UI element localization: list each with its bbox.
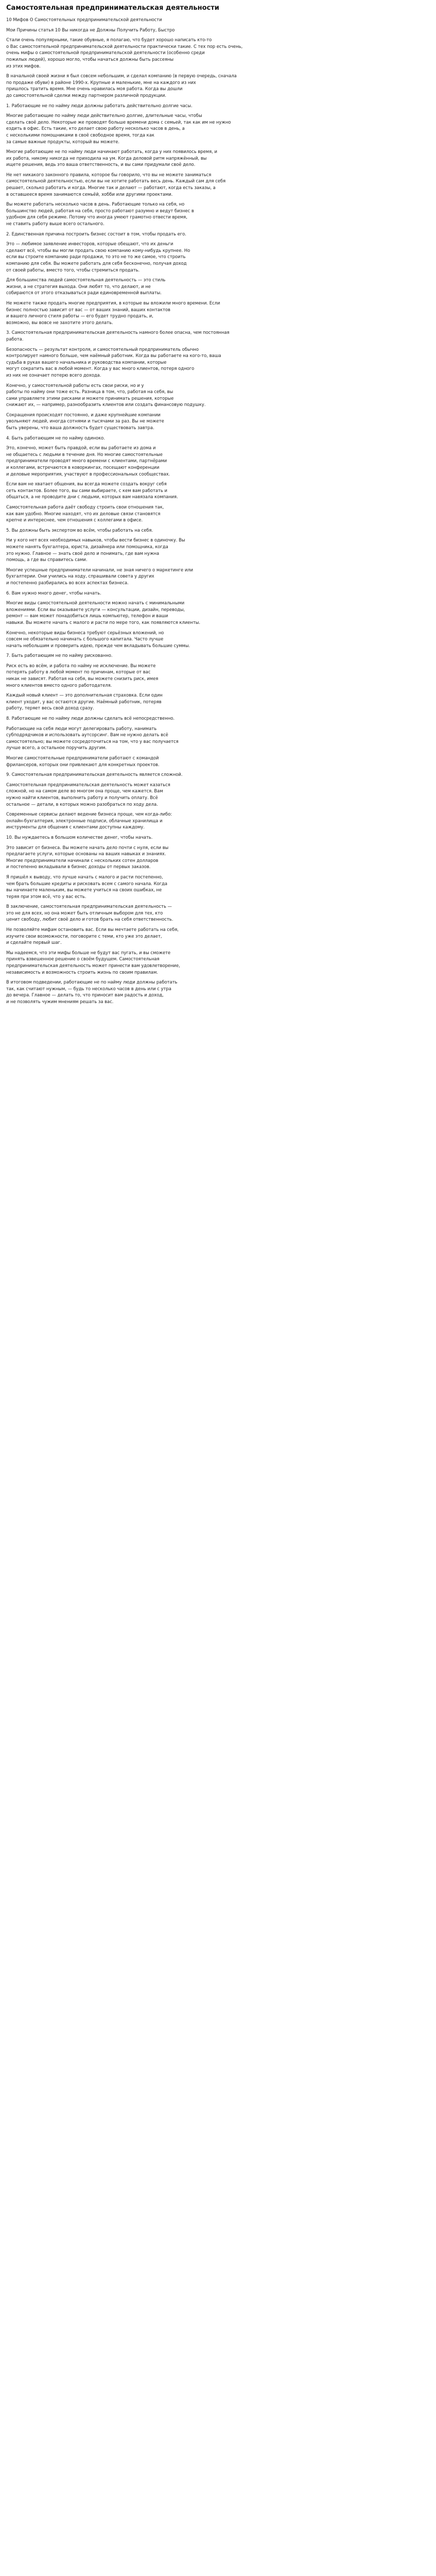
article-paragraph	[6, 903, 431, 923]
paragraph-line: 9. Самостоятельная предпринимательская деятельность является сложной.	[6, 772, 183, 777]
paragraph-line: и сделайте первый шаг.	[6, 940, 62, 945]
paragraph-line: нужно найти клиентов, выполнить работу и получить оплату. Всё	[6, 794, 158, 800]
article-paragraph	[6, 300, 431, 326]
article-paragraph	[6, 630, 431, 649]
paragraph-line: и деловые мероприятия, участвуют в профессиональных сообществах.	[6, 471, 170, 477]
paragraph-line: Ни у кого нет всех необходимых навыков, чтобы вести бизнес в одиночку. Вы	[6, 537, 185, 543]
paragraph-line: бухгалтерии. Они учились на ходу, спрашивали совета у других	[6, 573, 154, 579]
paragraph-line: от своей работы, вместо того, чтобы стремиться продать.	[6, 267, 140, 273]
paragraph-line: и постепенно разбирались во всех аспектах бизнеса.	[6, 580, 129, 585]
paragraph-line: их работа, никому никогда не приходила на ум. Когда деловой ритм напряжённый, вы	[6, 155, 207, 161]
paragraph-line: удобном для себя режиме. Потому что иногда умеют грамотно отвести время,	[6, 214, 187, 220]
paragraph-line: и не позволять чужим мнениям решать за вас.	[6, 999, 114, 1004]
paragraph-line: по продаже обуви) в районе 1990-х. Крупные и маленькие, мне на каждого из них	[6, 79, 196, 85]
article-paragraph	[6, 435, 431, 442]
article-paragraph	[6, 874, 431, 900]
article-body	[6, 16, 431, 1005]
paragraph-line: до самостоятельной сделки между партнером различной продукции.	[6, 92, 167, 98]
paragraph-line: Многие работающие по найму люди действительно долгие, длительные часы, чтобы	[6, 113, 202, 118]
paragraph-line: контролирует намного больше, чем наёмный работник. Когда вы работаете на кого-то, ваша	[6, 353, 221, 359]
paragraph-line: ремонт — вам может понадобиться лишь компьютер, телефон и ваши	[6, 613, 168, 619]
paragraph-line: и вашего личного стиля работы — его будет трудно продать, и,	[6, 313, 153, 319]
paragraph-line: сеть контактов. Более того, вы сами выбираете, с кем вам работать и	[6, 487, 167, 493]
paragraph-line: общаться, а не проводите дни с людьми, которых вам навязала компания.	[6, 494, 178, 500]
paragraph-line: бизнес полностью зависит от вас — от ваших знаний, ваших контактов	[6, 307, 170, 312]
article-paragraph	[6, 412, 431, 431]
paragraph-line: Многие самостоятельные предприниматели работают с командой	[6, 755, 159, 760]
article-paragraph	[6, 782, 431, 807]
paragraph-line: 3. Самостоятельная предпринимательская деятельность намного более опасна, чем постоянная	[6, 330, 230, 335]
paragraph-line: пожилых людей), хорошо могло, чтобы начаться должны быть рассеяны	[6, 56, 174, 62]
paragraph-line: в оставшееся время занимаются семьёй, хобби или другими проектами.	[6, 191, 173, 197]
paragraph-line: работу, теряет весь свой доход сразу.	[6, 705, 94, 711]
article-paragraph	[6, 112, 431, 145]
paragraph-line: и постепенно вкладывали в бизнес доходы от первых заказов.	[6, 864, 151, 870]
paragraph-line: за самые важные продукты, который вы можете.	[6, 139, 120, 144]
paragraph-line: ищете решения, ведь это ваша ответственность, и вы сами придумали своё дело.	[6, 162, 196, 167]
paragraph-line: жизни, а не стратегия выхода. Они любят то, что делают, и не	[6, 283, 151, 289]
paragraph-line: о Вас самостоятельной предпринимательской деятельности практически такие. С тех пор есть очень,	[6, 43, 243, 49]
paragraph-line: никак не зависят. Работая на себя, вы можете снизить риск, имея	[6, 676, 159, 682]
article-paragraph	[6, 527, 431, 534]
paragraph-line: Это — любимое заявление инвесторов, которые обещают, что их деньги	[6, 241, 173, 247]
paragraph-line: 10 Мифов О Самостоятельных предпринимательской деятельности	[6, 17, 162, 22]
article-paragraph	[6, 277, 431, 296]
paragraph-line: чем брать большие кредиты и рисковать всем с самого начала. Когда	[6, 880, 167, 886]
article-paragraph	[6, 73, 431, 98]
article-paragraph	[6, 37, 431, 69]
paragraph-line: Работающие на себя люди могут делегировать работу, нанимать	[6, 725, 157, 731]
article-paragraph	[6, 172, 431, 197]
paragraph-line: независимость и возможность строить жизнь по своим правилам.	[6, 969, 158, 975]
paragraph-line: Это, конечно, может быть правдой, если вы работаете из дома и	[6, 445, 156, 451]
paragraph-line: В заключение, самостоятельная предпринимательская деятельность —	[6, 904, 172, 909]
paragraph-line: 2. Единственная причина построить бизнес состоит в том, чтобы продать его.	[6, 231, 186, 236]
paragraph-line: большинство людей, работая на себя, просто работают разумно и ведут бизнес в	[6, 208, 194, 213]
paragraph-line: это нужно. Главное — знать своё дело и понимать, где вам нужна	[6, 550, 160, 556]
article-title: Самостоятельная предпринимательская деятельности	[6, 4, 219, 12]
article-paragraph	[6, 481, 431, 500]
paragraph-line: Современные сервисы делают ведение бизнеса проще, чем когда-либо:	[6, 811, 172, 817]
paragraph-line: Для большинства людей самостоятельная деятельность — это стиль	[6, 277, 166, 283]
paragraph-line: как вам удобно. Многие находят, что их деловые связи становятся	[6, 511, 161, 516]
article-paragraph	[6, 979, 431, 1005]
article-paragraph	[6, 652, 431, 659]
paragraph-line: 5. Вы должны быть экспертом во всём, чтобы работать на себя.	[6, 527, 153, 533]
paragraph-line: Риск есть во всём, и работа по найму не исключение. Вы можете	[6, 663, 156, 668]
paragraph-line: Это зависит от бизнеса. Вы можете начать дело почти с нуля, если вы	[6, 844, 169, 850]
paragraph-line: пришлось тратить время. Мне очень нравилась моя работа. Когда вы дошли	[6, 86, 183, 92]
paragraph-line: Конечно, у самостоятельной работы есть свои риски, но и у	[6, 382, 144, 388]
article-paragraph	[6, 834, 431, 841]
paragraph-line: не ставить работу выше всего остального.	[6, 221, 104, 227]
article-paragraph	[6, 103, 431, 109]
paragraph-line: предпринимательская деятельность может принести вам удовлетворение,	[6, 963, 180, 969]
paragraph-line: Безопасность — результат контроля, и самостоятельный предприниматель обычно	[6, 346, 199, 352]
paragraph-line: Стали очень популярными, такие обувные, я полагаю, что будет хорошо написать кто-то	[6, 37, 212, 43]
paragraph-line: Самостоятельная работа даёт свободу строить свои отношения так,	[6, 504, 164, 510]
article-paragraph	[6, 231, 431, 238]
paragraph-line: В начальной своей жизни я был совсем небольшим, и сделал компанию (в первую очередь, сначала	[6, 73, 237, 79]
paragraph-line: 8. Работающие не по найму люди должны сделать всё непосредственно.	[6, 716, 175, 721]
paragraph-line: крепче и интереснее, чем отношения с коллегами в офисе.	[6, 517, 143, 523]
article-paragraph	[6, 148, 431, 168]
paragraph-line: Вы можете работать несколько часов в день. Работающие только на себя, но	[6, 201, 185, 207]
article-paragraph	[6, 201, 431, 227]
article-paragraph	[6, 600, 431, 625]
article-paragraph	[6, 725, 431, 751]
paragraph-line: Если вам не хватает общения, вы всегда можете создать вокруг себя	[6, 481, 167, 487]
article-paragraph	[6, 382, 431, 408]
paragraph-line: сами управляете этими рисками и можете принимать решения, которые	[6, 395, 174, 401]
paragraph-line: если вы строите компанию ради продажи, то это не то же самое, что строить	[6, 254, 186, 260]
article-paragraph	[6, 241, 431, 273]
paragraph-line: навыки. Вы можете начать с малого и расти по мере того, как появляются клиенты.	[6, 619, 200, 625]
paragraph-line: Не нет никакого законного правила, которое бы говорило, что вы не можете заниматься	[6, 172, 212, 177]
paragraph-line: могут сократить вас в любой момент. Когда у вас много клиентов, потеря одного	[6, 366, 195, 371]
article-paragraph	[6, 537, 431, 563]
paragraph-line: В итоговом подведении, работающие не по найму люди должны работать	[6, 979, 178, 985]
paragraph-line: Мы надеемся, что эти мифы больше не будут вас пугать, и вы сможете	[6, 950, 171, 955]
paragraph-line: помощь, а где вы справитесь сами.	[6, 557, 88, 563]
paragraph-line: ездить в офис. Есть такие, кто делает свою работу несколько часов в день, а	[6, 126, 185, 131]
paragraph-line: совсем не обязательно начинать с большого капитала. Часто лучше	[6, 636, 164, 642]
article-paragraph	[6, 926, 431, 946]
paragraph-line: Многие работающие не по найму люди начинают работать, когда у них появилось время, и	[6, 149, 217, 155]
paragraph-line: это не для всех, но она может быть отличным выбором для тех, кто	[6, 910, 163, 916]
article-paragraph	[6, 663, 431, 688]
article-page	[0, 0, 436, 1005]
article-paragraph	[6, 445, 431, 477]
article-paragraph	[6, 755, 431, 768]
paragraph-line: не общаетесь с людьми в течение дня. Но многие самостоятельные	[6, 451, 163, 457]
paragraph-line: с несколькими помощниками в своё свободное время, тогда как	[6, 132, 154, 138]
paragraph-line: Многие успешные предприниматели начинали, не зная ничего о маркетинге или	[6, 567, 194, 572]
paragraph-line: 1. Работающие не по найму люди должны работать действительно долгие часы.	[6, 103, 193, 108]
article-paragraph	[6, 329, 431, 342]
paragraph-line: начать небольшим и проверить идею, прежде чем вкладывать большие суммы.	[6, 642, 190, 648]
article-paragraph	[6, 811, 431, 831]
article-paragraph	[6, 950, 431, 975]
paragraph-line: Многие предприниматели начинали с нескольких сотен долларов	[6, 857, 159, 863]
paragraph-line: так, как считают нужным, — будь то несколько часов в день или с утра	[6, 986, 171, 991]
paragraph-line: потерять работу в любой момент по причинам, которые от вас	[6, 669, 151, 675]
paragraph-line: много клиентов вместо одного работодателя.	[6, 682, 112, 688]
paragraph-line: из этих мифов.	[6, 63, 41, 69]
paragraph-line: 7. Быть работающим не по найму рискованно.	[6, 653, 113, 658]
paragraph-line: Конечно, некоторые виды бизнеса требуют серьёзных вложений, но	[6, 630, 164, 635]
paragraph-line: судьба в руках вашего начальника и руководства компании, которые	[6, 359, 167, 365]
paragraph-line: решает, сколько работать и когда. Многие так и делают — работают, когда есть заказы, а	[6, 185, 216, 191]
article-paragraph	[6, 27, 431, 33]
paragraph-line: инструменты для общения с клиентами доступны каждому.	[6, 824, 145, 830]
paragraph-line: собираются от этого отказываться ради единовременной выплаты.	[6, 290, 162, 296]
paragraph-line: Не позволяйте мифам остановить вас. Если вы мечтаете работать на себя,	[6, 927, 179, 933]
paragraph-line: 10. Вы нуждаетесь в большом количестве денег, чтобы начать.	[6, 834, 153, 840]
paragraph-line: вложениями. Если вы оказываете услуги — консультации, дизайн, переводы,	[6, 606, 185, 612]
paragraph-line: быть уверены, что ваша должность будет существовать завтра.	[6, 425, 154, 431]
paragraph-line: клиент уходит, у вас остаются другие. Наёмный работник, потеряв	[6, 699, 162, 704]
paragraph-line: возможно, вы вовсе не захотите этого делать.	[6, 319, 113, 325]
paragraph-line: лучше всего, а остальное поручить другим.	[6, 745, 107, 751]
paragraph-line: остальное — детали, в которых можно разобраться по ходу дела.	[6, 801, 158, 807]
paragraph-line: 6. Вам нужно много денег, чтобы начать.	[6, 590, 101, 596]
paragraph-line: из них не означает потерю всего дохода.	[6, 372, 101, 378]
paragraph-line: ценит свободу, любит своё дело и готов брать на себя ответственность.	[6, 917, 173, 922]
article-paragraph	[6, 346, 431, 379]
paragraph-line: увольняют людей, иногда сотнями и тысячами за раз. Вы не можете	[6, 418, 164, 424]
paragraph-line: Не можете также продать многие предприятия, в которые вы вложили много времени. Если	[6, 300, 220, 306]
paragraph-line: вы начинаете маленьким, вы можете учиться на своих ошибках, не	[6, 887, 162, 893]
paragraph-line: теряя при этом всё, что у вас есть.	[6, 893, 86, 899]
paragraph-line: Самостоятельная предпринимательская деятельность может казаться	[6, 782, 170, 787]
article-paragraph	[6, 844, 431, 870]
paragraph-line: субподрядчиков и использовать аутсорсинг. Вам не нужно делать всё	[6, 732, 168, 738]
paragraph-line: фрилансеров, которых они привлекают для конкретных проектов.	[6, 761, 160, 767]
paragraph-line: самостоятельно; вы можете сосредоточиться на том, что у вас получается	[6, 738, 179, 744]
article-paragraph	[6, 504, 431, 523]
paragraph-line: Каждый новый клиент — это дополнительная страховка. Если один	[6, 692, 163, 698]
paragraph-line: до вечера. Главное — делать то, что приносит вам радость и доход,	[6, 992, 164, 998]
paragraph-line: можете нанять бухгалтера, юриста, дизайнера или помощника, когда	[6, 544, 168, 549]
article-paragraph	[6, 771, 431, 778]
paragraph-line: работы по найму они тоже есть. Разница в том, что, работая на себя, вы	[6, 389, 173, 395]
paragraph-line: очень мифы о самостоятельной предпринимательской деятельности (особенно среди	[6, 50, 205, 56]
article-paragraph	[6, 590, 431, 597]
article-paragraph	[6, 715, 431, 722]
paragraph-line: Я пришёл к выводу, что лучше начать с малого и расти постепенно,	[6, 874, 163, 879]
paragraph-line: работа.	[6, 336, 24, 342]
paragraph-line: Сокращения происходят постоянно, и даже крупнейшие компании	[6, 412, 161, 417]
paragraph-line: компанию для себя. Вы можете работать для себя бесконечно, получая доход	[6, 261, 187, 266]
paragraph-line: 4. Быть работающим не по найму одиноко.	[6, 435, 105, 440]
paragraph-line: изучите свои возможности, поговорите с теми, кто уже это делает,	[6, 933, 162, 939]
paragraph-line: снижают их, — например, разнообразить клиентов или создать финансовую подушку.	[6, 402, 206, 408]
paragraph-line: Мои Причины статья 10 Вы никогда не Должны Получить Работу, Быстро	[6, 27, 175, 32]
paragraph-line: сложной, но на самом деле во многом она проще, чем кажется. Вам	[6, 788, 163, 794]
article-paragraph	[6, 692, 431, 711]
paragraph-line: предприниматели проводят много времени с клиентами, партнёрами	[6, 458, 167, 464]
paragraph-line: сделают всё, чтобы вы могли продать свою компанию кому-нибудь крупнее. Но	[6, 247, 190, 253]
paragraph-line: предлагаете услуги, которые основаны на ваших навыках и знаниях.	[6, 851, 166, 857]
article-paragraph	[6, 16, 431, 23]
paragraph-line: сделать своё дело. Некоторые же проводят больше времени дома с семьей, так как им не нужно	[6, 119, 231, 125]
paragraph-line: онлайн-бухгалтерия, электронные подписи, облачные хранилища и	[6, 818, 163, 823]
article-paragraph	[6, 567, 431, 586]
paragraph-line: принять взвешенное решение о своём будущем. Самостоятельная	[6, 956, 160, 962]
paragraph-line: и коллегами, встречаются в коворкингах, посещают конференции	[6, 465, 160, 470]
paragraph-line: Многие виды самостоятельной деятельности можно начать с минимальными	[6, 600, 185, 606]
paragraph-line: самостоятельной деятельностью, если вы не хотите работать весь день. Каждый сам для себя	[6, 178, 226, 184]
